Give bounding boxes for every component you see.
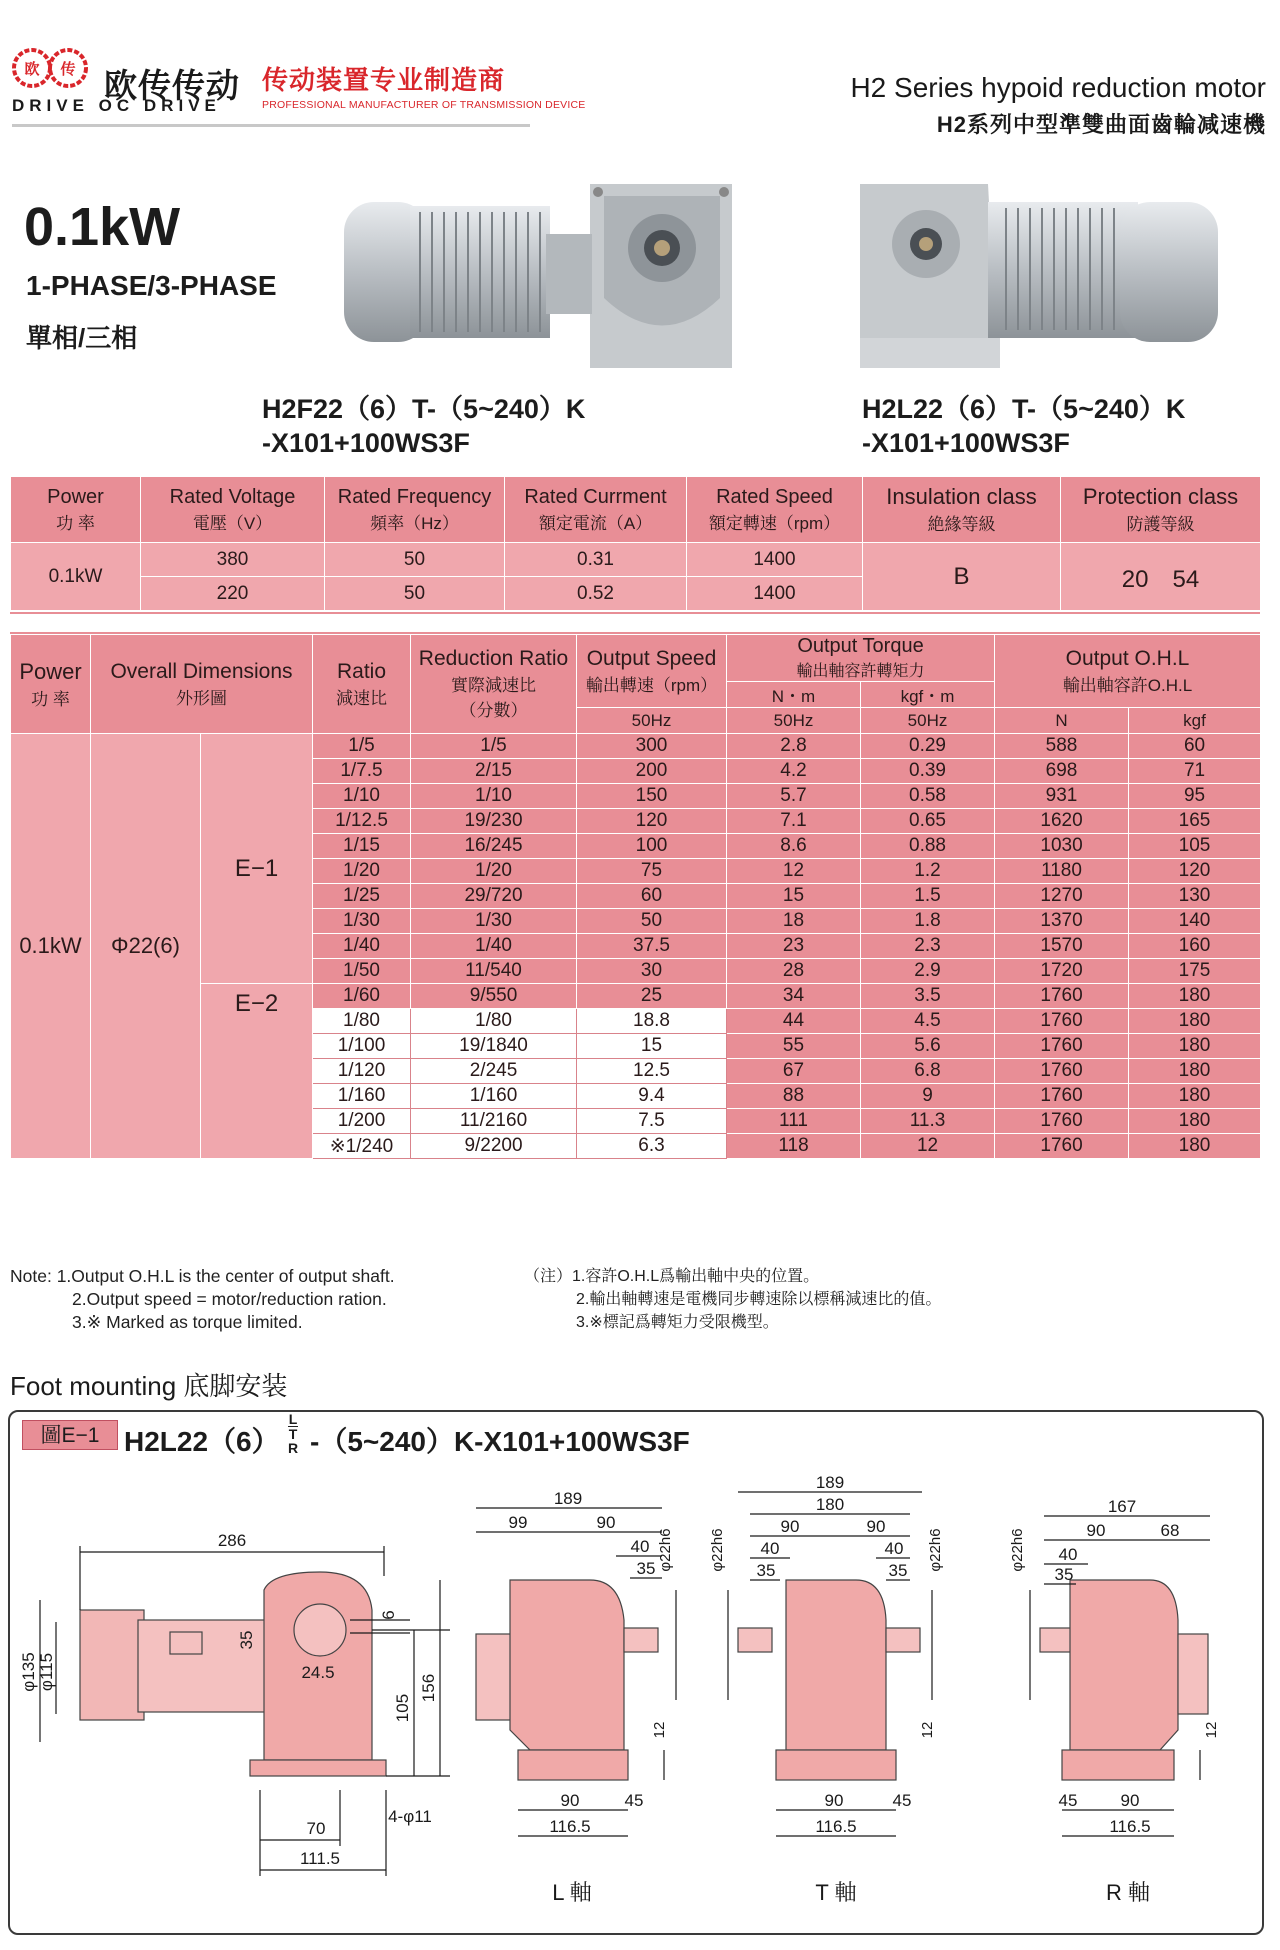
- perf-cell-torque-nm: 111: [727, 1109, 861, 1134]
- spec-freq-1: 50: [325, 543, 505, 577]
- spec-voltage-220: 220: [141, 577, 325, 611]
- perf-cell-torque-kgf: 1.2: [861, 859, 995, 884]
- perf-cell-output-speed: 100: [577, 834, 727, 859]
- model-h2f-line2: -X101+100WS3F: [262, 428, 470, 458]
- perf-header-ohl-n: N: [995, 708, 1129, 734]
- perf-cell-torque-kgf: 9: [861, 1084, 995, 1109]
- spec-header-frequency: Rated Frequency 頻率（Hz）: [325, 477, 505, 543]
- note-en-3: 3.※ Marked as torque limited.: [72, 1312, 303, 1332]
- perf-cell-output-speed: 37.5: [577, 934, 727, 959]
- perf-cell-output-speed: 7.5: [577, 1109, 727, 1134]
- perf-cell-ratio: 1/60: [313, 984, 411, 1009]
- view-r-dim-top: 167: [1107, 1497, 1137, 1516]
- perf-cell-ratio: 1/15: [313, 834, 411, 859]
- model-h2f-line1: H2F22（6）T-（5~240）K: [262, 394, 586, 424]
- perf-cell-output-speed: 60: [577, 884, 727, 909]
- perf-cell-reduction-ratio: 1/20: [411, 859, 577, 884]
- perf-cell-torque-nm: 23: [727, 934, 861, 959]
- view-l-dim-a: 99: [508, 1513, 528, 1532]
- spec-header-insulation: Insulation class 絶緣等級: [863, 477, 1061, 543]
- perf-cell-reduction-ratio: 1/80: [411, 1009, 577, 1034]
- view-r-dim-a: 90: [1086, 1521, 1106, 1540]
- perf-cell-reduction-ratio: 2/15: [411, 759, 577, 784]
- perf-cell-reduction-ratio: 1/160: [411, 1084, 577, 1109]
- table-row: [11, 734, 1261, 759]
- perf-cell-ohl-kgf: 130: [1129, 884, 1261, 909]
- perf-cell-output-speed: 15: [577, 1034, 727, 1059]
- spec-speed-1: 1400: [687, 543, 863, 577]
- perf-cell-torque-nm: 2.8: [727, 734, 861, 759]
- company-logo-icon: [12, 44, 92, 94]
- perf-cell-torque-nm: 18: [727, 909, 861, 934]
- view-t-dim-side: 45: [892, 1791, 912, 1810]
- perf-cell-ratio: 1/160: [313, 1084, 411, 1109]
- dim-holes: 4-φ11: [388, 1807, 432, 1826]
- view-l-dim-top: 189: [553, 1489, 583, 1508]
- view-l-dim-d: 35: [636, 1559, 656, 1578]
- perf-cell-ohl-kgf: 140: [1129, 909, 1261, 934]
- perf-cell-torque-kgf: 0.88: [861, 834, 995, 859]
- perf-cell-ohl-n: 1030: [995, 834, 1129, 859]
- perf-cell-ohl-kgf: 95: [1129, 784, 1261, 809]
- perf-dimension-cell: Φ22(6): [91, 734, 201, 1159]
- view-t-dim-b: 90: [866, 1517, 886, 1536]
- stack-letter-r: R: [288, 1440, 299, 1456]
- perf-cell-torque-kgf: 0.29: [861, 734, 995, 759]
- view-l-dim-b: 90: [596, 1513, 616, 1532]
- perf-cell-ohl-kgf: 175: [1129, 959, 1261, 984]
- view-r-caption: R 軸: [1105, 1880, 1151, 1905]
- perf-header-speed-hz: 50Hz: [577, 708, 727, 734]
- perf-cell-torque-kgf: 0.65: [861, 809, 995, 834]
- notes-en: [10, 1265, 395, 1334]
- slogan-cn: 传动装置专业制造商: [262, 65, 506, 95]
- perf-cell-output-speed: 12.5: [577, 1059, 727, 1084]
- performance-table: [10, 634, 1261, 1159]
- perf-header-torque-nm-hz: 50Hz: [727, 708, 861, 734]
- view-t-dim-d: 35: [756, 1561, 776, 1580]
- perf-power-cell: 0.1kW: [11, 734, 91, 1159]
- view-r-h12: 12: [1203, 1721, 1220, 1739]
- view-t-dim-c2: 40: [884, 1539, 904, 1558]
- perf-cell-ohl-kgf: 180: [1129, 1009, 1261, 1034]
- note-cn-3: 3.※標記爲轉矩力受限機型。: [576, 1314, 779, 1331]
- side-view: [40, 1546, 450, 1876]
- perf-cell-torque-nm: 34: [727, 984, 861, 1009]
- series-title-cn: H2系列中型準雙曲面齒輪减速機: [936, 112, 1266, 137]
- perf-cell-ohl-n: 1570: [995, 934, 1129, 959]
- perf-group-e2: E−2: [201, 984, 313, 1159]
- model-h2l-line1: H2L22（6）T-（5~240）K: [862, 394, 1186, 424]
- spec-header-current: Rated Currment 額定電流（A）: [505, 477, 687, 543]
- perf-cell-ratio: 1/10: [313, 784, 411, 809]
- perf-cell-ohl-n: 1270: [995, 884, 1129, 909]
- perf-cell-reduction-ratio: 9/2200: [411, 1134, 577, 1159]
- view-t-dim-a: 90: [780, 1517, 800, 1536]
- perf-cell-torque-nm: 55: [727, 1034, 861, 1059]
- view-r-dim-b: 68: [1160, 1521, 1180, 1540]
- perf-cell-torque-kgf: 5.6: [861, 1034, 995, 1059]
- stack-letter-t: T: [288, 1426, 298, 1442]
- perf-cell-torque-kgf: 4.5: [861, 1009, 995, 1034]
- view-l-dim-c: 40: [630, 1537, 650, 1556]
- perf-cell-output-speed: 9.4: [577, 1084, 727, 1109]
- perf-cell-ohl-kgf: 180: [1129, 1134, 1261, 1159]
- perf-cell-ohl-kgf: 160: [1129, 934, 1261, 959]
- perf-group-e1: E−1: [201, 734, 313, 984]
- perf-cell-torque-nm: 67: [727, 1059, 861, 1084]
- perf-cell-ohl-kgf: 71: [1129, 759, 1261, 784]
- perf-cell-reduction-ratio: 19/1840: [411, 1034, 577, 1059]
- perf-cell-ohl-n: 698: [995, 759, 1129, 784]
- perf-cell-ohl-kgf: 180: [1129, 1084, 1261, 1109]
- perf-cell-reduction-ratio: 11/2160: [411, 1109, 577, 1134]
- perf-cell-ohl-n: 588: [995, 734, 1129, 759]
- perf-cell-reduction-ratio: 29/720: [411, 884, 577, 909]
- view-r-dim-side: 45: [1058, 1791, 1078, 1810]
- perf-cell-reduction-ratio: 2/245: [411, 1059, 577, 1084]
- slogan-en: PROFESSIONAL MANUFACTURER OF TRANSMISSION DEVICE: [262, 99, 586, 111]
- perf-cell-ratio: 1/80: [313, 1009, 411, 1034]
- perf-cell-ohl-n: 1180: [995, 859, 1129, 884]
- perf-cell-reduction-ratio: 1/30: [411, 909, 577, 934]
- perf-cell-torque-nm: 15: [727, 884, 861, 909]
- perf-cell-ohl-n: 1760: [995, 1059, 1129, 1084]
- perf-cell-ratio: 1/12.5: [313, 809, 411, 834]
- spec-insulation-value: B: [863, 543, 1061, 611]
- view-r-dim-base: 90: [1120, 1791, 1140, 1810]
- perf-header-torque-kgf-hz: 50Hz: [861, 708, 995, 734]
- table-separator: [10, 612, 1260, 634]
- perf-cell-output-speed: 6.3: [577, 1134, 727, 1159]
- perf-header-torque-kgf: kgf・m: [861, 682, 995, 708]
- perf-cell-ratio: 1/25: [313, 884, 411, 909]
- model-code-h2l: [862, 392, 1185, 460]
- figure-model-a: H2L22（6）: [124, 1426, 280, 1457]
- perf-cell-ohl-n: 1760: [995, 1134, 1129, 1159]
- view-t-dim-base: 90: [824, 1791, 844, 1810]
- view-r-dim-c: 40: [1058, 1545, 1078, 1564]
- phase-cn: 單相/三相: [26, 323, 138, 353]
- perf-cell-ohl-n: 1720: [995, 959, 1129, 984]
- perf-cell-ohl-n: 1760: [995, 1109, 1129, 1134]
- perf-header-output-speed: Output Speed 輸出轉速（rpm）: [577, 635, 727, 708]
- view-t-dim-c: 40: [760, 1539, 780, 1558]
- spec-power-cell: 0.1kW: [11, 543, 141, 611]
- perf-header-output-ohl: Output O.H.L 輸出軸容許O.H.L: [995, 635, 1261, 708]
- view-r-shaft: φ22h6: [1009, 1528, 1026, 1572]
- spec-header-voltage: Rated Voltage 電壓（V）: [141, 477, 325, 543]
- perf-cell-ohl-n: 1620: [995, 809, 1129, 834]
- perf-header-ratio: Ratio 減速比: [313, 635, 411, 734]
- spec-protection-value: 20 54: [1061, 543, 1261, 611]
- perf-cell-torque-nm: 88: [727, 1084, 861, 1109]
- perf-cell-torque-kgf: 6.8: [861, 1059, 995, 1084]
- perf-cell-torque-kgf: 1.5: [861, 884, 995, 909]
- perf-cell-ratio: 1/100: [313, 1034, 411, 1059]
- header-divider: [12, 124, 530, 127]
- view-l-dim-side: 45: [624, 1791, 644, 1810]
- perf-cell-ratio: 1/50: [313, 959, 411, 984]
- foot-mounting-title: Foot mounting 底脚安装: [10, 1371, 288, 1401]
- view-t-dim-top2: 180: [815, 1495, 845, 1514]
- spec-voltage-380: 380: [141, 543, 325, 577]
- perf-cell-output-speed: 120: [577, 809, 727, 834]
- perf-cell-output-speed: 300: [577, 734, 727, 759]
- perf-cell-reduction-ratio: 1/40: [411, 934, 577, 959]
- perf-cell-ohl-kgf: 120: [1129, 859, 1261, 884]
- mounting-diagram: [10, 1460, 1260, 1930]
- perf-cell-ratio: 1/120: [313, 1059, 411, 1084]
- view-r: [1009, 1497, 1220, 1905]
- power-rating: 0.1kW: [24, 197, 181, 257]
- perf-cell-torque-kgf: 2.3: [861, 934, 995, 959]
- perf-cell-ohl-n: 1760: [995, 1009, 1129, 1034]
- perf-cell-ohl-kgf: 180: [1129, 1109, 1261, 1134]
- note-cn-1: （注）1.容許O.H.L爲輸出軸中央的位置。: [524, 1268, 820, 1285]
- perf-cell-reduction-ratio: 1/5: [411, 734, 577, 759]
- series-title-en: H2 Series hypoid reduction motor: [850, 72, 1266, 103]
- perf-cell-ratio: 1/5: [313, 734, 411, 759]
- dim-d35: 35: [237, 1630, 256, 1650]
- view-r-dim-d: 35: [1054, 1565, 1074, 1584]
- perf-cell-output-speed: 30: [577, 959, 727, 984]
- perf-table-body: [11, 734, 1261, 1159]
- figure-model-b: -（5~240）K-X101+100WS3F: [310, 1426, 690, 1457]
- logo-char-1: 欧: [24, 61, 40, 78]
- perf-cell-ratio: 1/20: [313, 859, 411, 884]
- perf-cell-torque-nm: 8.6: [727, 834, 861, 859]
- perf-cell-torque-kgf: 0.39: [861, 759, 995, 784]
- note-cn-2: 2.輸出軸轉速是電機同步轉速除以標稱減速比的值。: [576, 1291, 942, 1308]
- perf-cell-ohl-kgf: 180: [1129, 984, 1261, 1009]
- perf-cell-torque-kgf: 2.9: [861, 959, 995, 984]
- perf-cell-ratio: 1/30: [313, 909, 411, 934]
- perf-cell-torque-kgf: 0.58: [861, 784, 995, 809]
- dim-d6: 6: [379, 1610, 398, 1620]
- motor-image-h2l: [858, 178, 1258, 378]
- perf-cell-torque-nm: 28: [727, 959, 861, 984]
- view-t-dim-top: 189: [815, 1473, 845, 1492]
- perf-cell-reduction-ratio: 9/550: [411, 984, 577, 1009]
- perf-cell-reduction-ratio: 16/245: [411, 834, 577, 859]
- view-l-h12: 12: [651, 1721, 668, 1739]
- view-t: [709, 1473, 944, 1905]
- dim-w70: 70: [306, 1819, 326, 1838]
- view-t-shaft: φ22h6: [709, 1528, 726, 1572]
- spec-speed-2: 1400: [687, 577, 863, 611]
- view-t-h12: 12: [919, 1721, 936, 1739]
- perf-cell-ohl-n: 1760: [995, 984, 1129, 1009]
- dim-d115: φ115: [37, 1652, 56, 1692]
- spec-current-1: 0.31: [505, 543, 687, 577]
- rated-spec-table: [10, 476, 1261, 611]
- view-t-dim-base-total: 116.5: [815, 1817, 857, 1836]
- spec-current-2: 0.52: [505, 577, 687, 611]
- logo-char-2: 传: [60, 61, 76, 78]
- dim-length: 286: [217, 1531, 247, 1550]
- perf-cell-ohl-kgf: 165: [1129, 809, 1261, 834]
- perf-cell-ratio: 1/7.5: [313, 759, 411, 784]
- spec-header-protection: Protection class 防護等級: [1061, 477, 1261, 543]
- view-t-dim-d2: 35: [888, 1561, 908, 1580]
- dim-r245: 24.5: [301, 1663, 335, 1682]
- perf-cell-torque-nm: 12: [727, 859, 861, 884]
- phase-en: 1-PHASE/3-PHASE: [26, 270, 277, 301]
- perf-cell-output-speed: 150: [577, 784, 727, 809]
- perf-cell-torque-nm: 7.1: [727, 809, 861, 834]
- perf-cell-torque-kgf: 3.5: [861, 984, 995, 1009]
- view-t-caption: T 軸: [815, 1880, 857, 1905]
- view-l: [476, 1489, 676, 1905]
- perf-cell-ratio: ※1/240: [313, 1134, 411, 1159]
- notes-cn: [524, 1265, 941, 1334]
- note-en-2: 2.Output speed = motor/reduction ration.: [72, 1289, 387, 1309]
- model-code-h2f: [262, 392, 585, 460]
- perf-cell-torque-nm: 4.2: [727, 759, 861, 784]
- spec-header-power: Power 功 率: [11, 477, 141, 543]
- perf-cell-torque-kgf: 1.8: [861, 909, 995, 934]
- perf-cell-ohl-n: 1760: [995, 1034, 1129, 1059]
- figure-label: 圖E−1: [22, 1420, 118, 1450]
- perf-cell-ohl-kgf: 180: [1129, 1059, 1261, 1084]
- perf-cell-reduction-ratio: 1/10: [411, 784, 577, 809]
- view-r-dim-base-total: 116.5: [1109, 1817, 1151, 1836]
- perf-cell-ohl-kgf: 60: [1129, 734, 1261, 759]
- perf-cell-ratio: 1/200: [313, 1109, 411, 1134]
- view-l-dim-base: 90: [560, 1791, 580, 1810]
- spec-header-speed: Rated Speed 額定轉速（rpm）: [687, 477, 863, 543]
- dim-h156: 156: [419, 1673, 438, 1703]
- perf-cell-ohl-kgf: 105: [1129, 834, 1261, 859]
- perf-cell-torque-kgf: 12: [861, 1134, 995, 1159]
- view-t-shaft2: φ22h6: [927, 1528, 944, 1572]
- stack-letter-l: L: [288, 1411, 298, 1427]
- perf-header-torque-nm: N・m: [727, 682, 861, 708]
- perf-cell-torque-nm: 118: [727, 1134, 861, 1159]
- perf-cell-output-speed: 50: [577, 909, 727, 934]
- perf-cell-ohl-n: 1370: [995, 909, 1129, 934]
- dim-h105: 105: [393, 1693, 412, 1723]
- perf-cell-torque-kgf: 11.3: [861, 1109, 995, 1134]
- header: [0, 0, 1280, 140]
- spec-freq-2: 50: [325, 577, 505, 611]
- perf-header-ohl-kgf: kgf: [1129, 708, 1261, 734]
- brand-name-cn: 欧传传动: [104, 67, 240, 104]
- perf-cell-reduction-ratio: 11/540: [411, 959, 577, 984]
- model-h2l-line2: -X101+100WS3F: [862, 428, 1070, 458]
- perf-cell-torque-nm: 5.7: [727, 784, 861, 809]
- perf-cell-reduction-ratio: 19/230: [411, 809, 577, 834]
- perf-cell-torque-nm: 44: [727, 1009, 861, 1034]
- perf-cell-ratio: 1/40: [313, 934, 411, 959]
- perf-cell-output-speed: 18.8: [577, 1009, 727, 1034]
- dim-w1115: 111.5: [299, 1849, 341, 1868]
- perf-header-output-torque: Output Torque 輸出軸容許轉矩力: [727, 635, 995, 682]
- view-l-dim-base-total: 116.5: [549, 1817, 591, 1836]
- perf-header-reduction-ratio: Reduction Ratio 實際減速比 （分數）: [411, 635, 577, 734]
- perf-cell-output-speed: 75: [577, 859, 727, 884]
- perf-cell-ohl-n: 1760: [995, 1084, 1129, 1109]
- perf-header-power: Power 功 率: [11, 635, 91, 734]
- shaft-type-stack: [288, 1412, 298, 1455]
- perf-header-dimensions: Overall Dimensions 外形圖: [91, 635, 313, 734]
- brand-name-en: DRIVE OC DRIVE: [12, 96, 221, 115]
- perf-cell-ohl-n: 931: [995, 784, 1129, 809]
- perf-cell-output-speed: 25: [577, 984, 727, 1009]
- view-l-shaft: φ22h6: [657, 1528, 674, 1572]
- perf-cell-ohl-kgf: 180: [1129, 1034, 1261, 1059]
- motor-image-h2f: [340, 178, 740, 378]
- view-l-caption: L 軸: [552, 1880, 592, 1905]
- perf-cell-output-speed: 200: [577, 759, 727, 784]
- dim-d135: φ135: [19, 1652, 38, 1692]
- note-en-1: Note: 1.Output O.H.L is the center of output shaft.: [10, 1266, 395, 1286]
